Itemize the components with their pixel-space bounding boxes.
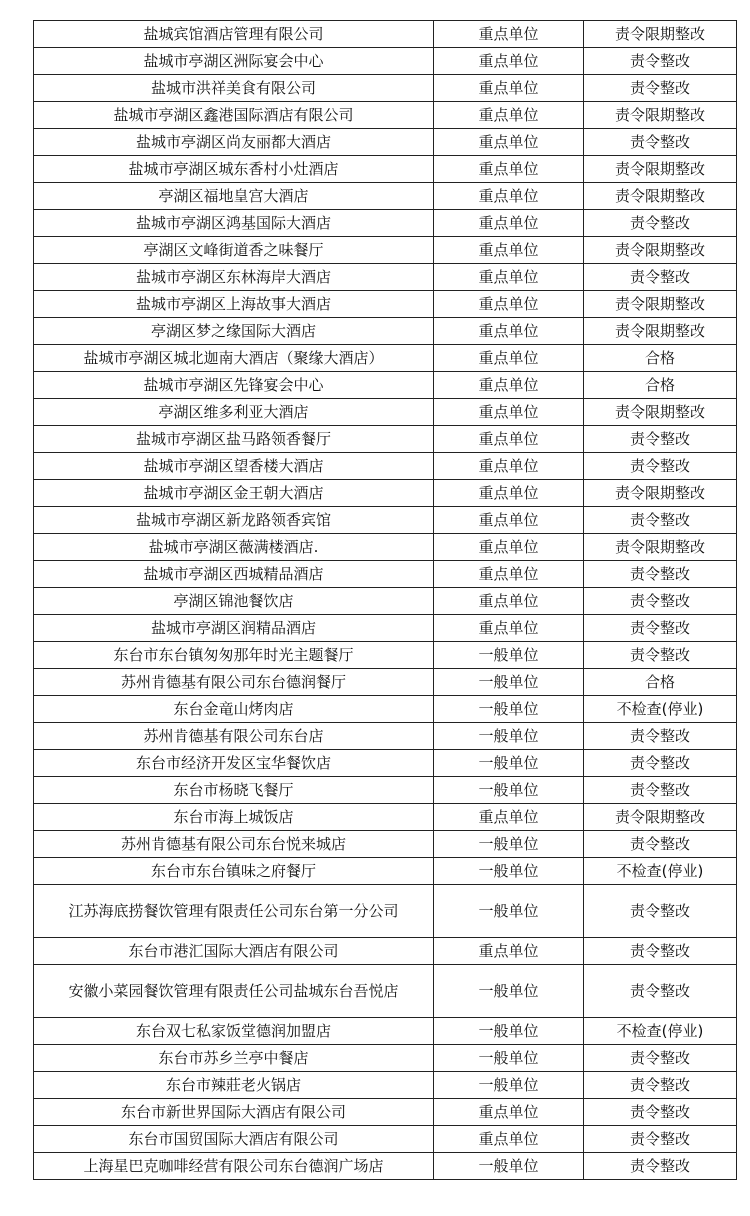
- unit-type-cell: 重点单位: [434, 48, 584, 75]
- inspection-result-cell: 合格: [584, 669, 737, 696]
- table-row: [34, 723, 737, 750]
- unit-type-cell: 重点单位: [434, 399, 584, 426]
- inspection-table: [33, 20, 737, 1180]
- table-row: [34, 210, 737, 237]
- unit-name-cell: 苏州肯德基有限公司东台店: [34, 723, 434, 750]
- table-row: [34, 453, 737, 480]
- unit-type-cell: 一般单位: [434, 965, 584, 1018]
- unit-type-cell: 重点单位: [434, 183, 584, 210]
- unit-name-cell: 盐城市亭湖区薇满楼酒店.: [34, 534, 434, 561]
- table-row: [34, 237, 737, 264]
- table-row: [34, 965, 737, 1018]
- table-row: [34, 75, 737, 102]
- unit-type-cell: 重点单位: [434, 102, 584, 129]
- inspection-result-cell: 责令整改: [584, 750, 737, 777]
- unit-type-cell: 重点单位: [434, 804, 584, 831]
- unit-name-cell: 盐城市亭湖区金王朝大酒店: [34, 480, 434, 507]
- inspection-result-cell: 责令限期整改: [584, 804, 737, 831]
- unit-name-cell: 盐城市亭湖区洲际宴会中心: [34, 48, 434, 75]
- unit-name-cell: 东台市苏乡兰亭中餐店: [34, 1045, 434, 1072]
- unit-name-cell: 亭湖区梦之缘国际大酒店: [34, 318, 434, 345]
- unit-name-cell: 东台市海上城饭店: [34, 804, 434, 831]
- table-row: [34, 804, 737, 831]
- unit-type-cell: 一般单位: [434, 885, 584, 938]
- table-row: [34, 21, 737, 48]
- unit-name-cell: 亭湖区福地皇宫大酒店: [34, 183, 434, 210]
- unit-name-cell: 江苏海底捞餐饮管理有限责任公司东台第一分公司: [34, 885, 434, 938]
- unit-name-cell: 盐城市亭湖区东林海岸大酒店: [34, 264, 434, 291]
- table-row: [34, 399, 737, 426]
- inspection-result-cell: 责令整改: [584, 48, 737, 75]
- inspection-result-cell: 责令整改: [584, 264, 737, 291]
- table-row: [34, 264, 737, 291]
- unit-type-cell: 一般单位: [434, 777, 584, 804]
- table-row: [34, 1045, 737, 1072]
- unit-name-cell: 盐城市亭湖区盐马路领香餐厅: [34, 426, 434, 453]
- unit-name-cell: 亭湖区文峰街道香之味餐厅: [34, 237, 434, 264]
- unit-type-cell: 一般单位: [434, 1045, 584, 1072]
- unit-type-cell: 重点单位: [434, 507, 584, 534]
- unit-type-cell: 重点单位: [434, 426, 584, 453]
- unit-type-cell: 重点单位: [434, 534, 584, 561]
- unit-type-cell: 重点单位: [434, 237, 584, 264]
- inspection-result-cell: 责令限期整改: [584, 156, 737, 183]
- unit-name-cell: 盐城市亭湖区上海故事大酒店: [34, 291, 434, 318]
- table-row: [34, 372, 737, 399]
- table-row: [34, 1153, 737, 1180]
- unit-type-cell: 一般单位: [434, 831, 584, 858]
- inspection-result-cell: 责令整改: [584, 777, 737, 804]
- unit-name-cell: 苏州肯德基有限公司东台悦来城店: [34, 831, 434, 858]
- unit-name-cell: 东台市杨晓飞餐厅: [34, 777, 434, 804]
- unit-type-cell: 一般单位: [434, 1153, 584, 1180]
- unit-name-cell: 盐城市亭湖区新龙路领香宾馆: [34, 507, 434, 534]
- table-row: [34, 48, 737, 75]
- unit-name-cell: 盐城市亭湖区尚友丽都大酒店: [34, 129, 434, 156]
- unit-type-cell: 重点单位: [434, 938, 584, 965]
- inspection-result-cell: 责令限期整改: [584, 237, 737, 264]
- inspection-result-cell: 责令整改: [584, 129, 737, 156]
- unit-type-cell: 重点单位: [434, 561, 584, 588]
- unit-name-cell: 盐城宾馆酒店管理有限公司: [34, 21, 434, 48]
- table-row: [34, 669, 737, 696]
- unit-type-cell: 重点单位: [434, 156, 584, 183]
- inspection-result-cell: 责令整改: [584, 965, 737, 1018]
- table-row: [34, 1072, 737, 1099]
- inspection-result-cell: 责令整改: [584, 561, 737, 588]
- table-row: [34, 534, 737, 561]
- unit-type-cell: 一般单位: [434, 750, 584, 777]
- unit-type-cell: 重点单位: [434, 1126, 584, 1153]
- table-row: [34, 183, 737, 210]
- table-row: [34, 1018, 737, 1045]
- inspection-result-cell: 责令限期整改: [584, 291, 737, 318]
- unit-name-cell: 盐城市亭湖区西城精品酒店: [34, 561, 434, 588]
- unit-name-cell: 东台市经济开发区宝华餐饮店: [34, 750, 434, 777]
- inspection-result-cell: 责令限期整改: [584, 534, 737, 561]
- unit-type-cell: 重点单位: [434, 21, 584, 48]
- unit-name-cell: 东台市港汇国际大酒店有限公司: [34, 938, 434, 965]
- inspection-result-cell: 责令整改: [584, 426, 737, 453]
- table-row: [34, 561, 737, 588]
- unit-type-cell: 重点单位: [434, 291, 584, 318]
- inspection-result-cell: 责令限期整改: [584, 399, 737, 426]
- unit-name-cell: 东台市东台镇味之府餐厅: [34, 858, 434, 885]
- unit-type-cell: 一般单位: [434, 642, 584, 669]
- table-row: [34, 858, 737, 885]
- inspection-result-cell: 责令限期整改: [584, 102, 737, 129]
- unit-type-cell: 一般单位: [434, 1018, 584, 1045]
- inspection-result-cell: 责令限期整改: [584, 480, 737, 507]
- inspection-result-cell: 责令整改: [584, 1099, 737, 1126]
- unit-type-cell: 一般单位: [434, 858, 584, 885]
- unit-name-cell: 盐城市洪祥美食有限公司: [34, 75, 434, 102]
- unit-name-cell: 盐城市亭湖区城北迦南大酒店（聚缘大酒店）: [34, 345, 434, 372]
- inspection-result-cell: 责令整改: [584, 615, 737, 642]
- inspection-table-container: [33, 20, 736, 1180]
- unit-type-cell: 一般单位: [434, 723, 584, 750]
- table-row: [34, 129, 737, 156]
- unit-type-cell: 重点单位: [434, 129, 584, 156]
- table-row: [34, 938, 737, 965]
- inspection-result-cell: 责令整改: [584, 642, 737, 669]
- inspection-result-cell: 责令整改: [584, 1045, 737, 1072]
- inspection-result-cell: 合格: [584, 372, 737, 399]
- inspection-result-cell: 不检查(停业): [584, 858, 737, 885]
- unit-name-cell: 苏州肯德基有限公司东台德润餐厅: [34, 669, 434, 696]
- inspection-result-cell: 责令整改: [584, 885, 737, 938]
- inspection-table-body: [34, 21, 737, 1180]
- unit-name-cell: 上海星巴克咖啡经营有限公司东台德润广场店: [34, 1153, 434, 1180]
- unit-type-cell: 重点单位: [434, 372, 584, 399]
- inspection-result-cell: 责令整改: [584, 210, 737, 237]
- table-row: [34, 345, 737, 372]
- table-row: [34, 696, 737, 723]
- table-row: [34, 1126, 737, 1153]
- unit-type-cell: 重点单位: [434, 480, 584, 507]
- unit-name-cell: 亭湖区维多利亚大酒店: [34, 399, 434, 426]
- unit-name-cell: 盐城市亭湖区望香楼大酒店: [34, 453, 434, 480]
- table-row: [34, 831, 737, 858]
- unit-name-cell: 东台市东台镇匆匆那年时光主题餐厅: [34, 642, 434, 669]
- inspection-result-cell: 责令整改: [584, 588, 737, 615]
- unit-name-cell: 东台市辣莊老火锅店: [34, 1072, 434, 1099]
- unit-name-cell: 东台金竜山烤肉店: [34, 696, 434, 723]
- table-row: [34, 480, 737, 507]
- table-row: [34, 885, 737, 938]
- unit-name-cell: 盐城市亭湖区鸿基国际大酒店: [34, 210, 434, 237]
- inspection-result-cell: 责令整改: [584, 1153, 737, 1180]
- table-row: [34, 156, 737, 183]
- inspection-result-cell: 责令整改: [584, 1126, 737, 1153]
- table-row: [34, 507, 737, 534]
- unit-type-cell: 重点单位: [434, 453, 584, 480]
- inspection-result-cell: 责令整改: [584, 75, 737, 102]
- table-row: [34, 318, 737, 345]
- unit-type-cell: 重点单位: [434, 264, 584, 291]
- inspection-result-cell: 合格: [584, 345, 737, 372]
- inspection-result-cell: 责令整改: [584, 723, 737, 750]
- unit-type-cell: 一般单位: [434, 669, 584, 696]
- inspection-result-cell: 不检查(停业): [584, 696, 737, 723]
- inspection-result-cell: 责令整改: [584, 938, 737, 965]
- table-row: [34, 291, 737, 318]
- unit-type-cell: 一般单位: [434, 696, 584, 723]
- unit-name-cell: 盐城市亭湖区先锋宴会中心: [34, 372, 434, 399]
- unit-type-cell: 重点单位: [434, 345, 584, 372]
- inspection-result-cell: 不检查(停业): [584, 1018, 737, 1045]
- inspection-result-cell: 责令限期整改: [584, 183, 737, 210]
- unit-name-cell: 东台市新世界国际大酒店有限公司: [34, 1099, 434, 1126]
- unit-type-cell: 重点单位: [434, 1099, 584, 1126]
- unit-name-cell: 盐城市亭湖区鑫港国际酒店有限公司: [34, 102, 434, 129]
- unit-name-cell: 东台双七私家饭堂德润加盟店: [34, 1018, 434, 1045]
- inspection-result-cell: 责令限期整改: [584, 21, 737, 48]
- table-row: [34, 615, 737, 642]
- table-row: [34, 750, 737, 777]
- inspection-result-cell: 责令整改: [584, 453, 737, 480]
- unit-type-cell: 一般单位: [434, 1072, 584, 1099]
- unit-name-cell: 盐城市亭湖区润精品酒店: [34, 615, 434, 642]
- table-row: [34, 777, 737, 804]
- inspection-result-cell: 责令整改: [584, 1072, 737, 1099]
- unit-type-cell: 重点单位: [434, 615, 584, 642]
- unit-name-cell: 安徽小菜园餐饮管理有限责任公司盐城东台吾悦店: [34, 965, 434, 1018]
- table-row: [34, 642, 737, 669]
- unit-name-cell: 亭湖区锦池餐饮店: [34, 588, 434, 615]
- inspection-result-cell: 责令限期整改: [584, 318, 737, 345]
- unit-type-cell: 重点单位: [434, 318, 584, 345]
- unit-type-cell: 重点单位: [434, 75, 584, 102]
- table-row: [34, 426, 737, 453]
- unit-name-cell: 盐城市亭湖区城东香村小灶酒店: [34, 156, 434, 183]
- unit-name-cell: 东台市国贸国际大酒店有限公司: [34, 1126, 434, 1153]
- inspection-result-cell: 责令整改: [584, 831, 737, 858]
- table-row: [34, 588, 737, 615]
- unit-type-cell: 重点单位: [434, 588, 584, 615]
- inspection-result-cell: 责令整改: [584, 507, 737, 534]
- table-row: [34, 1099, 737, 1126]
- table-row: [34, 102, 737, 129]
- unit-type-cell: 重点单位: [434, 210, 584, 237]
